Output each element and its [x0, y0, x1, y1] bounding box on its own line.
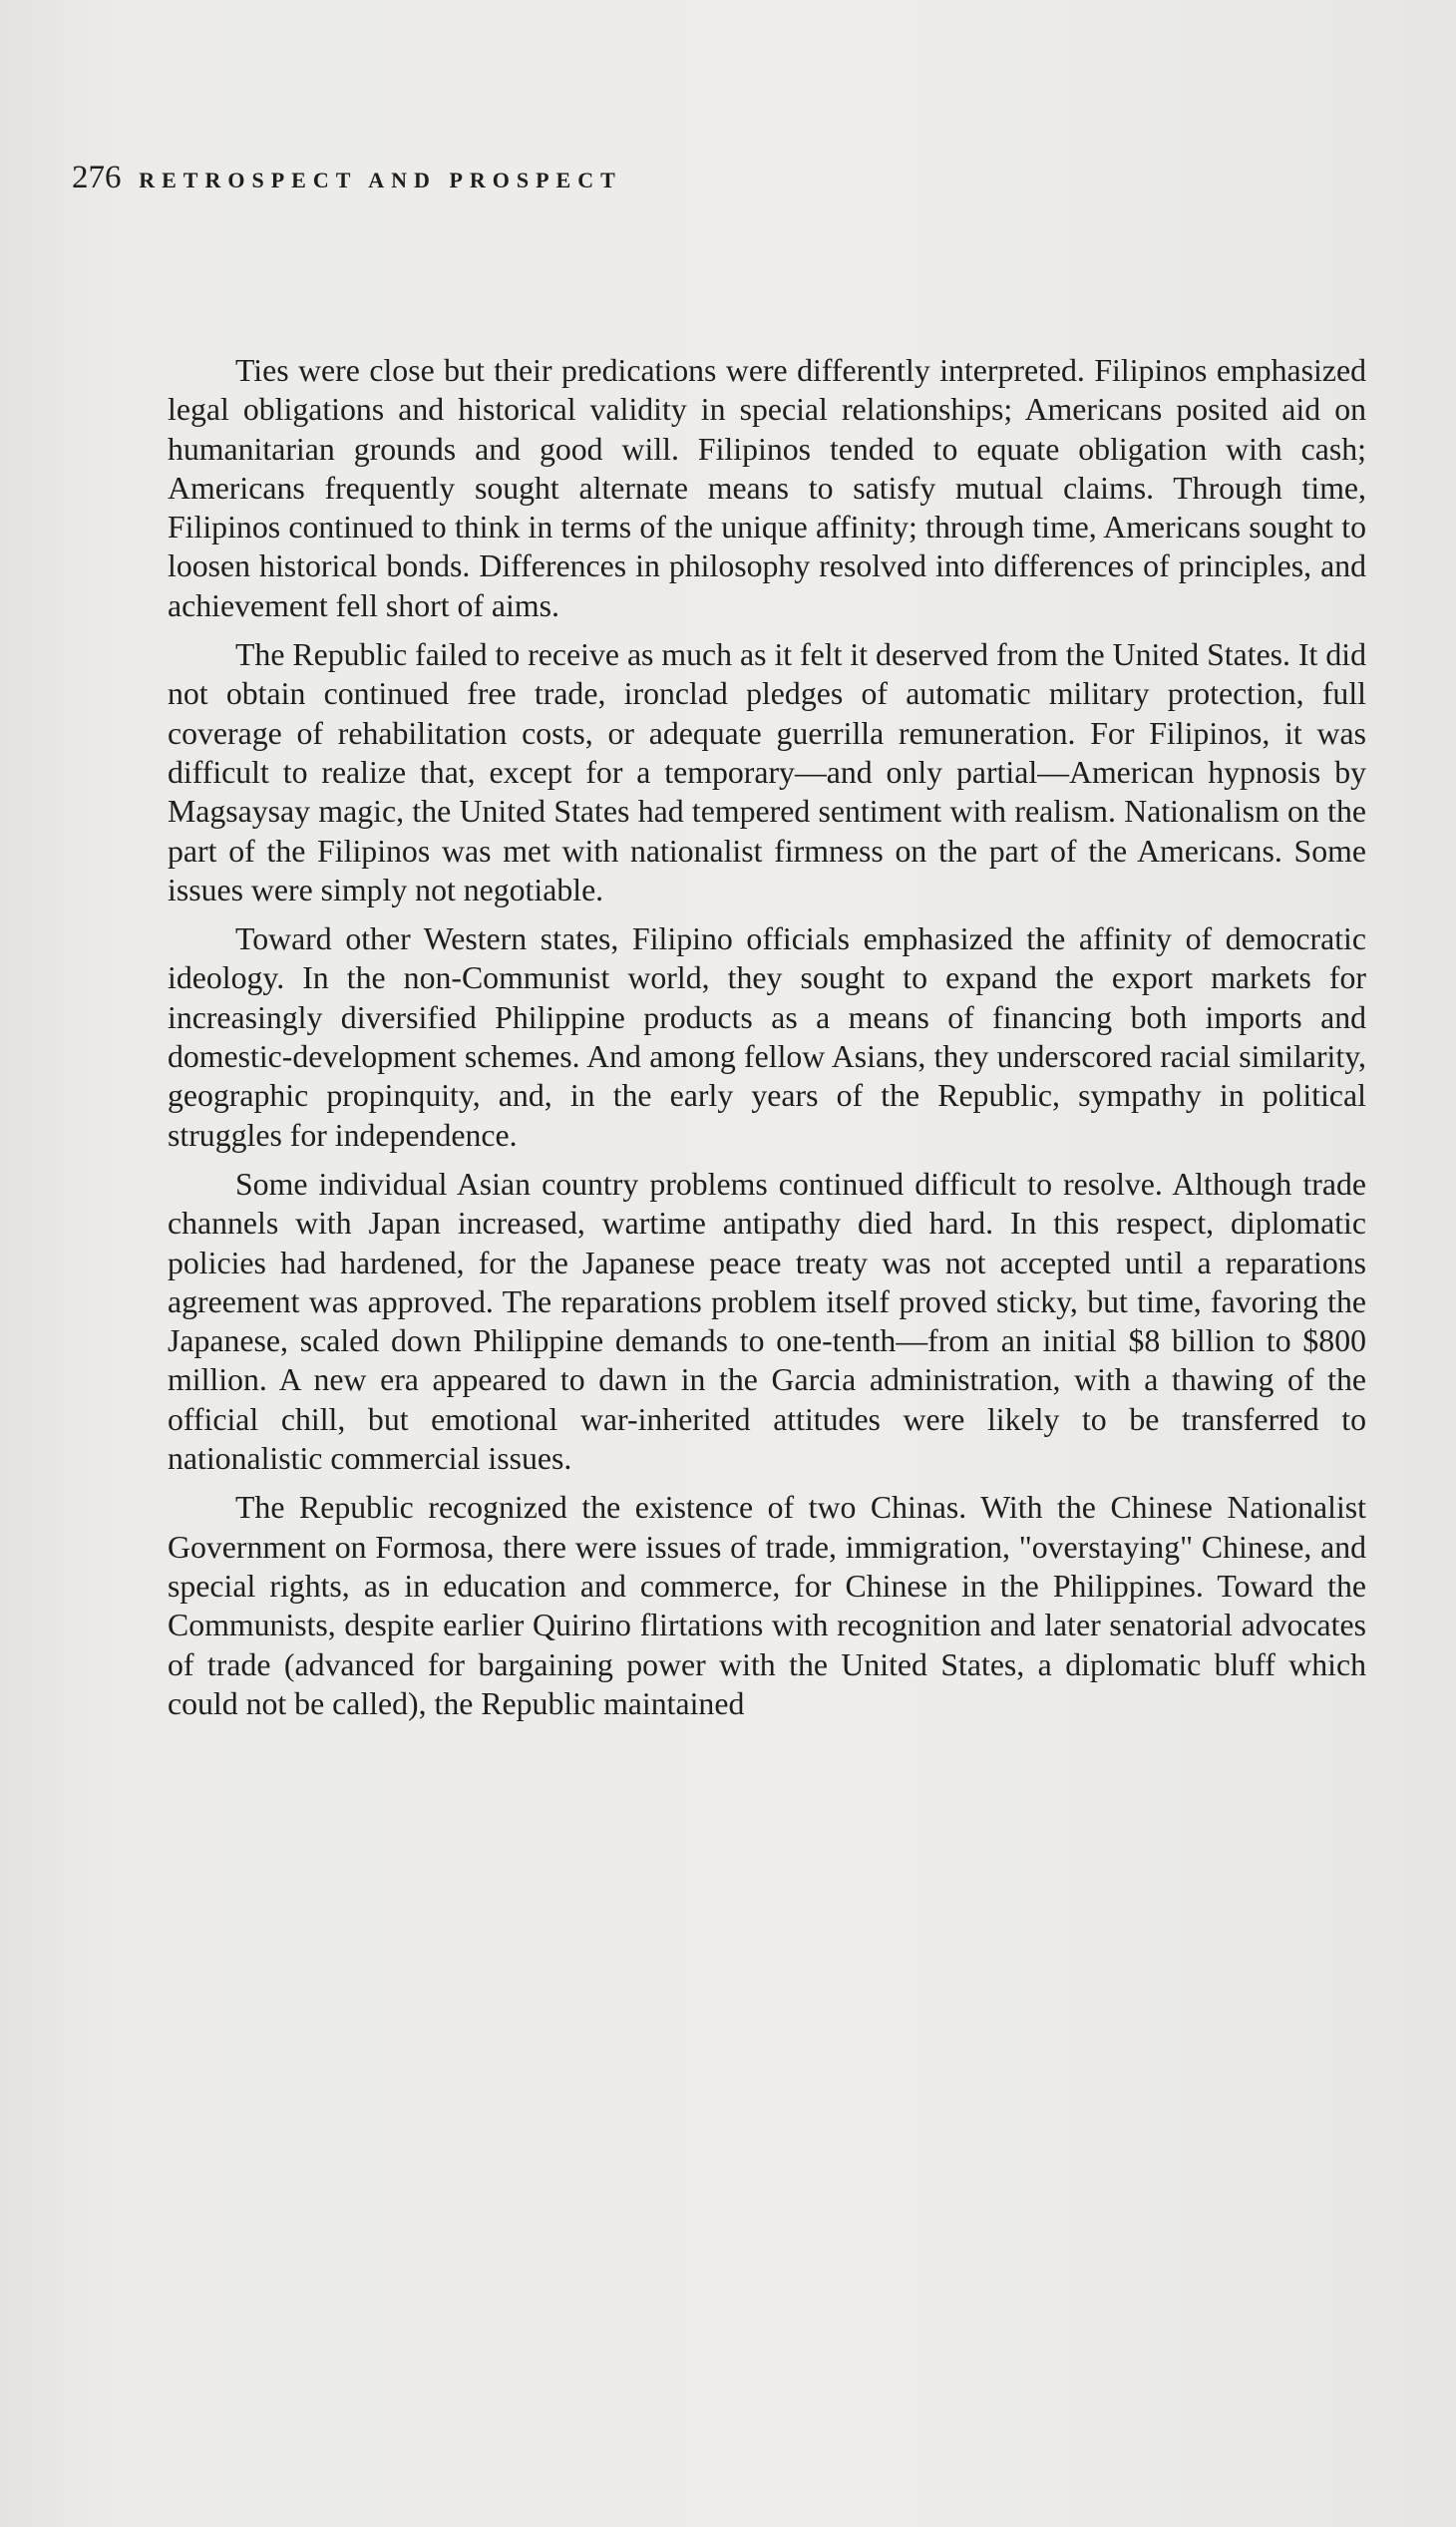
paragraph-ties: Ties were close but their predications were differently interpreted. Filipinos emphasized legal obligations and historical validity in special relationships; Americans posited aid on humanitarian grounds and good will. Filipinos tended to equate obligation with cash; Americans frequently sought alternate means to satisfy mutual claims. Through time, Filipinos continued to think in terms of the unique affinity; through time, Americans sought to loosen historical bonds. Differences in philosophy resolved into differences of principles, and achievement fell short of aims. — [168, 353, 1366, 623]
paragraph-republic-failed: The Republic failed to receive as much as it felt it deserved from the United States. It did not obtain continued free trade, ironclad pledges of automatic military protection, full coverage of rehabilitation costs, or adequate guerrilla remuneration. For Filipinos, it was difficult to realize that, except for a temporary—and only partial—American hypnosis by Magsaysay magic, the United States had tempered sentiment with realism. Nationalism on the part of the Filipinos was met with nationalist firmness on the part of the Americans. Some issues were simply not negotiable. — [168, 637, 1366, 907]
running-head — [72, 158, 622, 200]
paragraph-two-chinas: The Republic recognized the existence of two Chinas. With the Chinese Nationalist Government on Formosa, there were issues of trade, immigration, "overstaying" Chinese, and special rights, as in education and commerce, for Chinese in the Philippines. Toward the Communists, despite earlier Quirino flirtations with recognition and later senatorial advocates of trade (advanced for bargaining power with the United States, a diplomatic bluff which could not be called), the Republic maintained — [168, 1490, 1366, 1721]
running-title: RETROSPECT AND PROSPECT — [139, 168, 622, 192]
paragraph-western-states: Toward other Western states, Filipino officials emphasized the affinity of democratic ideology. In the non-Communist world, they sought to expand the export markets for increasingly diversified Philippine products as a means of financing both imports and domestic-development schemes. And among fellow Asians, they underscored racial similarity, geographic propinquity, and, in the early years of the Republic, sympathy in political struggles for independence. — [168, 921, 1366, 1153]
paragraph-asian-problems: Some individual Asian country problems continued difficult to resolve. Although trade channels with Japan increased, wartime antipathy died hard. In this respect, diplomatic policies had hardened, for the Japanese peace treaty was not accepted until a reparations agreement was approved. The reparations problem itself proved sticky, but time, favoring the Japanese, scaled down Philippine demands to one-tenth—from an initial $8 billion to $800 million. A new era appeared to dawn in the Garcia administration, with a thawing of the official chill, but emotional war-inherited attitudes were likely to be transferred to nationalistic commercial issues. — [168, 1166, 1366, 1477]
body-text — [168, 351, 1366, 1723]
page-number: 276 — [72, 160, 122, 195]
